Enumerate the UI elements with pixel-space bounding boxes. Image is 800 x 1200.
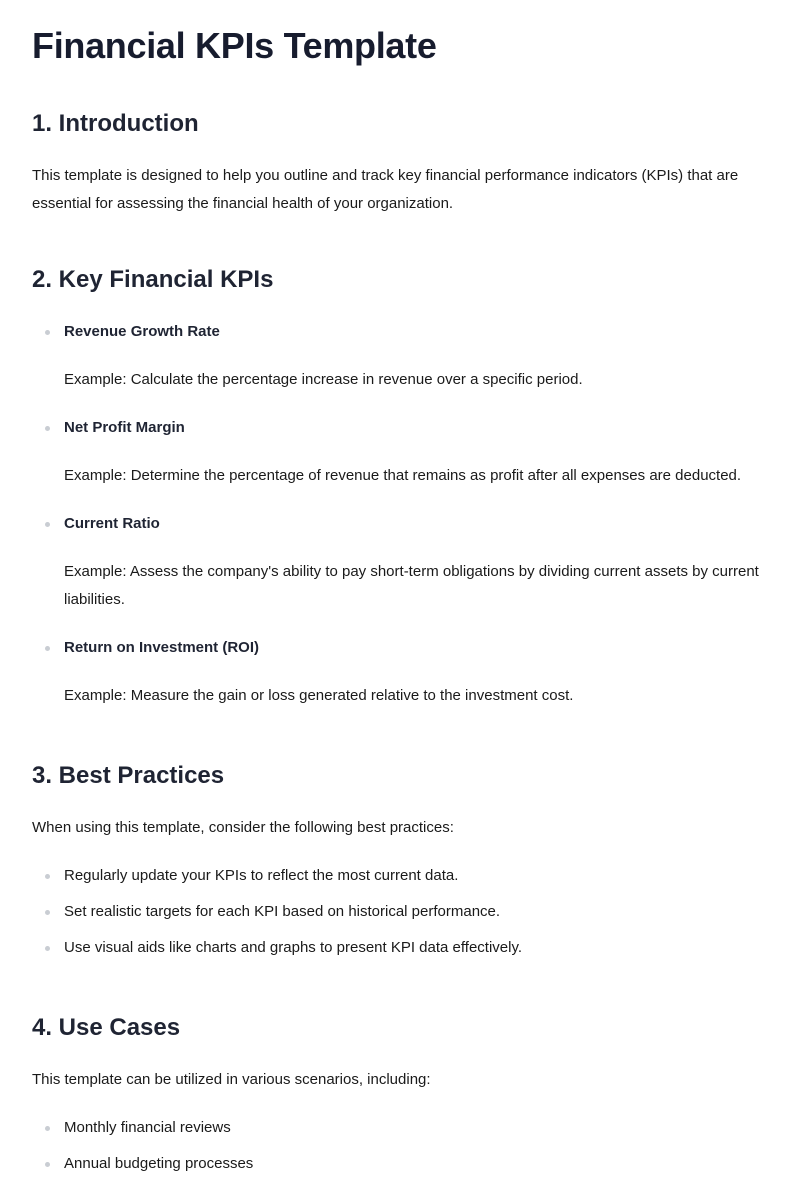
- kpi-example: Example: Calculate the percentage increase in revenue over a specific period.: [64, 371, 583, 388]
- section-heading-key-kpis: 2. Key Financial KPIs: [32, 266, 274, 293]
- kpi-item: [32, 510, 768, 614]
- list-item: Regularly update your KPIs to reflect the most current data.: [32, 862, 768, 890]
- kpi-item: [32, 634, 768, 710]
- list-item: Annual budgeting processes: [32, 1150, 768, 1178]
- kpi-name: Return on Investment (ROI): [32, 634, 768, 662]
- kpi-item: [32, 318, 768, 394]
- kpi-name: Net Profit Margin: [32, 414, 768, 442]
- kpi-name: Revenue Growth Rate: [32, 318, 768, 346]
- kpi-example: Example: Measure the gain or loss generated relative to the investment cost.: [64, 687, 574, 704]
- introduction-paragraph: This template is designed to help you outline and track key financial performance indicators (KPIs) that are essential for assessing the financial health of your organization.: [32, 167, 739, 212]
- section-heading-use-cases: 4. Use Cases: [32, 1014, 181, 1041]
- list-item: Set realistic targets for each KPI based on historical performance.: [32, 898, 768, 926]
- kpi-example: Example: Determine the percentage of revenue that remains as profit after all expenses are deducted.: [64, 467, 742, 484]
- page-title: Financial KPIs Template: [32, 25, 437, 66]
- kpi-name: Current Ratio: [32, 510, 768, 538]
- section-heading-introduction: 1. Introduction: [32, 110, 199, 137]
- best-practices-list: [32, 862, 768, 962]
- kpi-item: [32, 414, 768, 490]
- list-item: Monthly financial reviews: [32, 1114, 768, 1142]
- kpi-example: Example: Assess the company's ability to pay short-term obligations by dividing current assets by current liabilities.: [64, 563, 759, 608]
- list-item: Use visual aids like charts and graphs to present KPI data effectively.: [32, 934, 768, 962]
- use-cases-intro: This template can be utilized in various scenarios, including:: [32, 1071, 431, 1088]
- kpi-list: [32, 318, 768, 710]
- best-practices-intro: When using this template, consider the following best practices:: [32, 819, 454, 836]
- use-cases-list: [32, 1114, 768, 1178]
- section-heading-best-practices: 3. Best Practices: [32, 762, 225, 789]
